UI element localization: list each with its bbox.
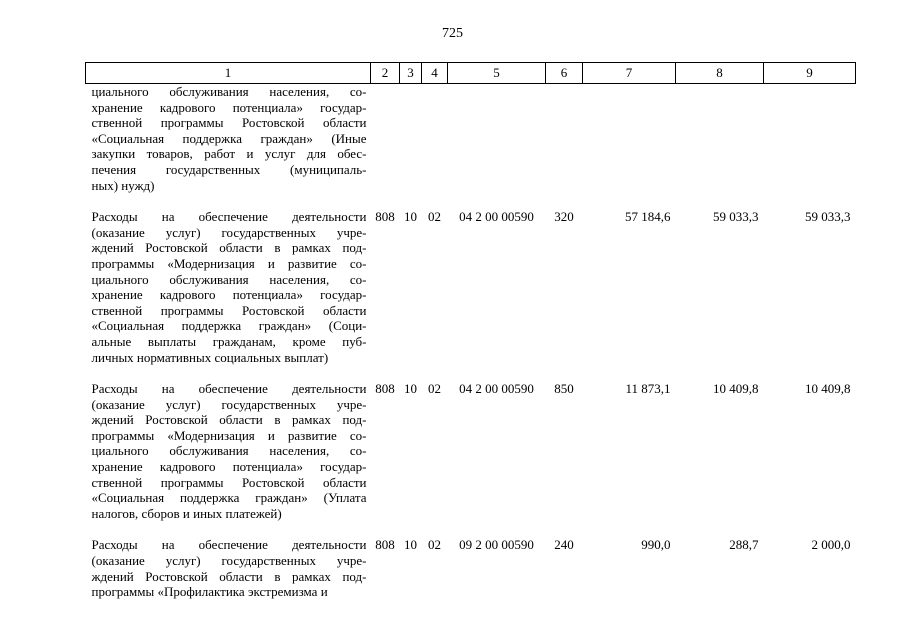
- ministry-code: 808: [375, 381, 395, 397]
- description-line: программы «Модернизация и развитие со-: [91, 427, 367, 443]
- table-row: [86, 537, 856, 615]
- amount-year-3: 59 033,3: [805, 209, 851, 225]
- description-line: личных нормативных социальных выплат): [91, 349, 329, 365]
- description-line: ственной программы Ростовской области: [91, 302, 367, 318]
- amount-year-3: 10 409,8: [805, 381, 851, 397]
- amount-year-1: [583, 84, 676, 210]
- amount-year-3: [764, 84, 856, 210]
- description-line: альные выплаты гражданам, кроме пуб-: [91, 333, 367, 349]
- description-line: хранение кадрового потенциала» государ-: [91, 459, 367, 475]
- description-line: Расходы на обеспечение деятельности: [91, 537, 367, 553]
- column-header: 1: [86, 63, 371, 84]
- ministry-code: [371, 84, 400, 210]
- description-line: Расходы на обеспечение деятельности: [91, 209, 367, 225]
- table-row: [86, 84, 856, 210]
- row-description: [86, 381, 371, 537]
- description-line: ственной программы Ростовской области: [91, 474, 367, 490]
- table-row: [86, 209, 856, 381]
- description-line: ждений Ростовской области в рамках под-: [91, 240, 367, 256]
- ministry-code: 808: [375, 209, 395, 225]
- expense-type-code: 850: [554, 381, 574, 397]
- column-header: 8: [676, 63, 764, 84]
- description-line: (оказание услуг) государственных учре-: [91, 224, 367, 240]
- column-header: 7: [583, 63, 676, 84]
- section-code: 10: [404, 537, 417, 553]
- description-line: ственной программы Ростовской области: [91, 115, 367, 131]
- subsection-code: [422, 84, 448, 210]
- description-line: циального обслуживания населения, со-: [91, 84, 367, 99]
- description-line: программы «Профилактика экстремизма и: [91, 584, 328, 600]
- description-line: Расходы на обеспечение деятельности: [91, 381, 367, 397]
- row-description: [86, 209, 371, 381]
- header-row: [86, 63, 856, 84]
- column-header: 4: [422, 63, 448, 84]
- row-description: [86, 84, 371, 210]
- amount-year-1: 11 873,1: [625, 381, 671, 397]
- section-code: 10: [404, 209, 417, 225]
- amount-year-1: 990,0: [641, 537, 671, 553]
- description-line: хранение кадрового потенциала» государ-: [91, 99, 367, 115]
- description-line: ных) нужд): [91, 177, 155, 193]
- budget-table: [85, 62, 856, 616]
- amount-year-2: 10 409,8: [713, 381, 759, 397]
- description-line: налогов, сборов и иных платежей): [91, 505, 282, 521]
- amount-year-2: 288,7: [729, 537, 759, 553]
- description-line: «Социальная поддержка граждан» (Иные: [91, 130, 367, 146]
- subsection-code: 02: [428, 209, 441, 225]
- target-article-code: 04 2 00 00590: [459, 209, 534, 225]
- column-header: 3: [400, 63, 422, 84]
- description-line: ждений Ростовской области в рамках под-: [91, 568, 367, 584]
- description-line: программы «Модернизация и развитие со-: [91, 255, 367, 271]
- description-line: «Социальная поддержка граждан» (Соци-: [91, 318, 367, 334]
- subsection-code: 02: [428, 537, 441, 553]
- description-line: ждений Ростовской области в рамках под-: [91, 412, 367, 428]
- description-line: (оказание услуг) государственных учре-: [91, 553, 367, 569]
- amount-year-3: 2 000,0: [811, 537, 851, 553]
- target-article-code: [448, 84, 546, 210]
- ministry-code: 808: [375, 537, 395, 553]
- row-description: [86, 537, 371, 615]
- column-header: 9: [764, 63, 856, 84]
- section-code: 10: [404, 381, 417, 397]
- description-line: закупки товаров, работ и услуг для обес-: [91, 146, 367, 162]
- description-line: циального обслуживания населения, со-: [91, 271, 367, 287]
- target-article-code: 09 2 00 00590: [459, 537, 534, 553]
- subsection-code: 02: [428, 381, 441, 397]
- expense-type-code: [546, 84, 583, 210]
- description-line: циального обслуживания населения, со-: [91, 443, 367, 459]
- amount-year-2: 59 033,3: [713, 209, 759, 225]
- description-line: «Социальная поддержка граждан» (Уплата: [91, 490, 367, 506]
- description-line: печения государственных (муниципаль-: [91, 161, 367, 177]
- section-code: [400, 84, 422, 210]
- target-article-code: 04 2 00 00590: [459, 381, 534, 397]
- description-line: хранение кадрового потенциала» государ-: [91, 287, 367, 303]
- description-line: (оказание услуг) государственных учре-: [91, 396, 367, 412]
- column-header: 5: [448, 63, 546, 84]
- page-number: 725: [442, 26, 463, 41]
- table-row: [86, 381, 856, 537]
- column-header: 6: [546, 63, 583, 84]
- expense-type-code: 320: [554, 209, 574, 225]
- amount-year-2: [676, 84, 764, 210]
- amount-year-1: 57 184,6: [625, 209, 671, 225]
- expense-type-code: 240: [554, 537, 574, 553]
- column-header: 2: [371, 63, 400, 84]
